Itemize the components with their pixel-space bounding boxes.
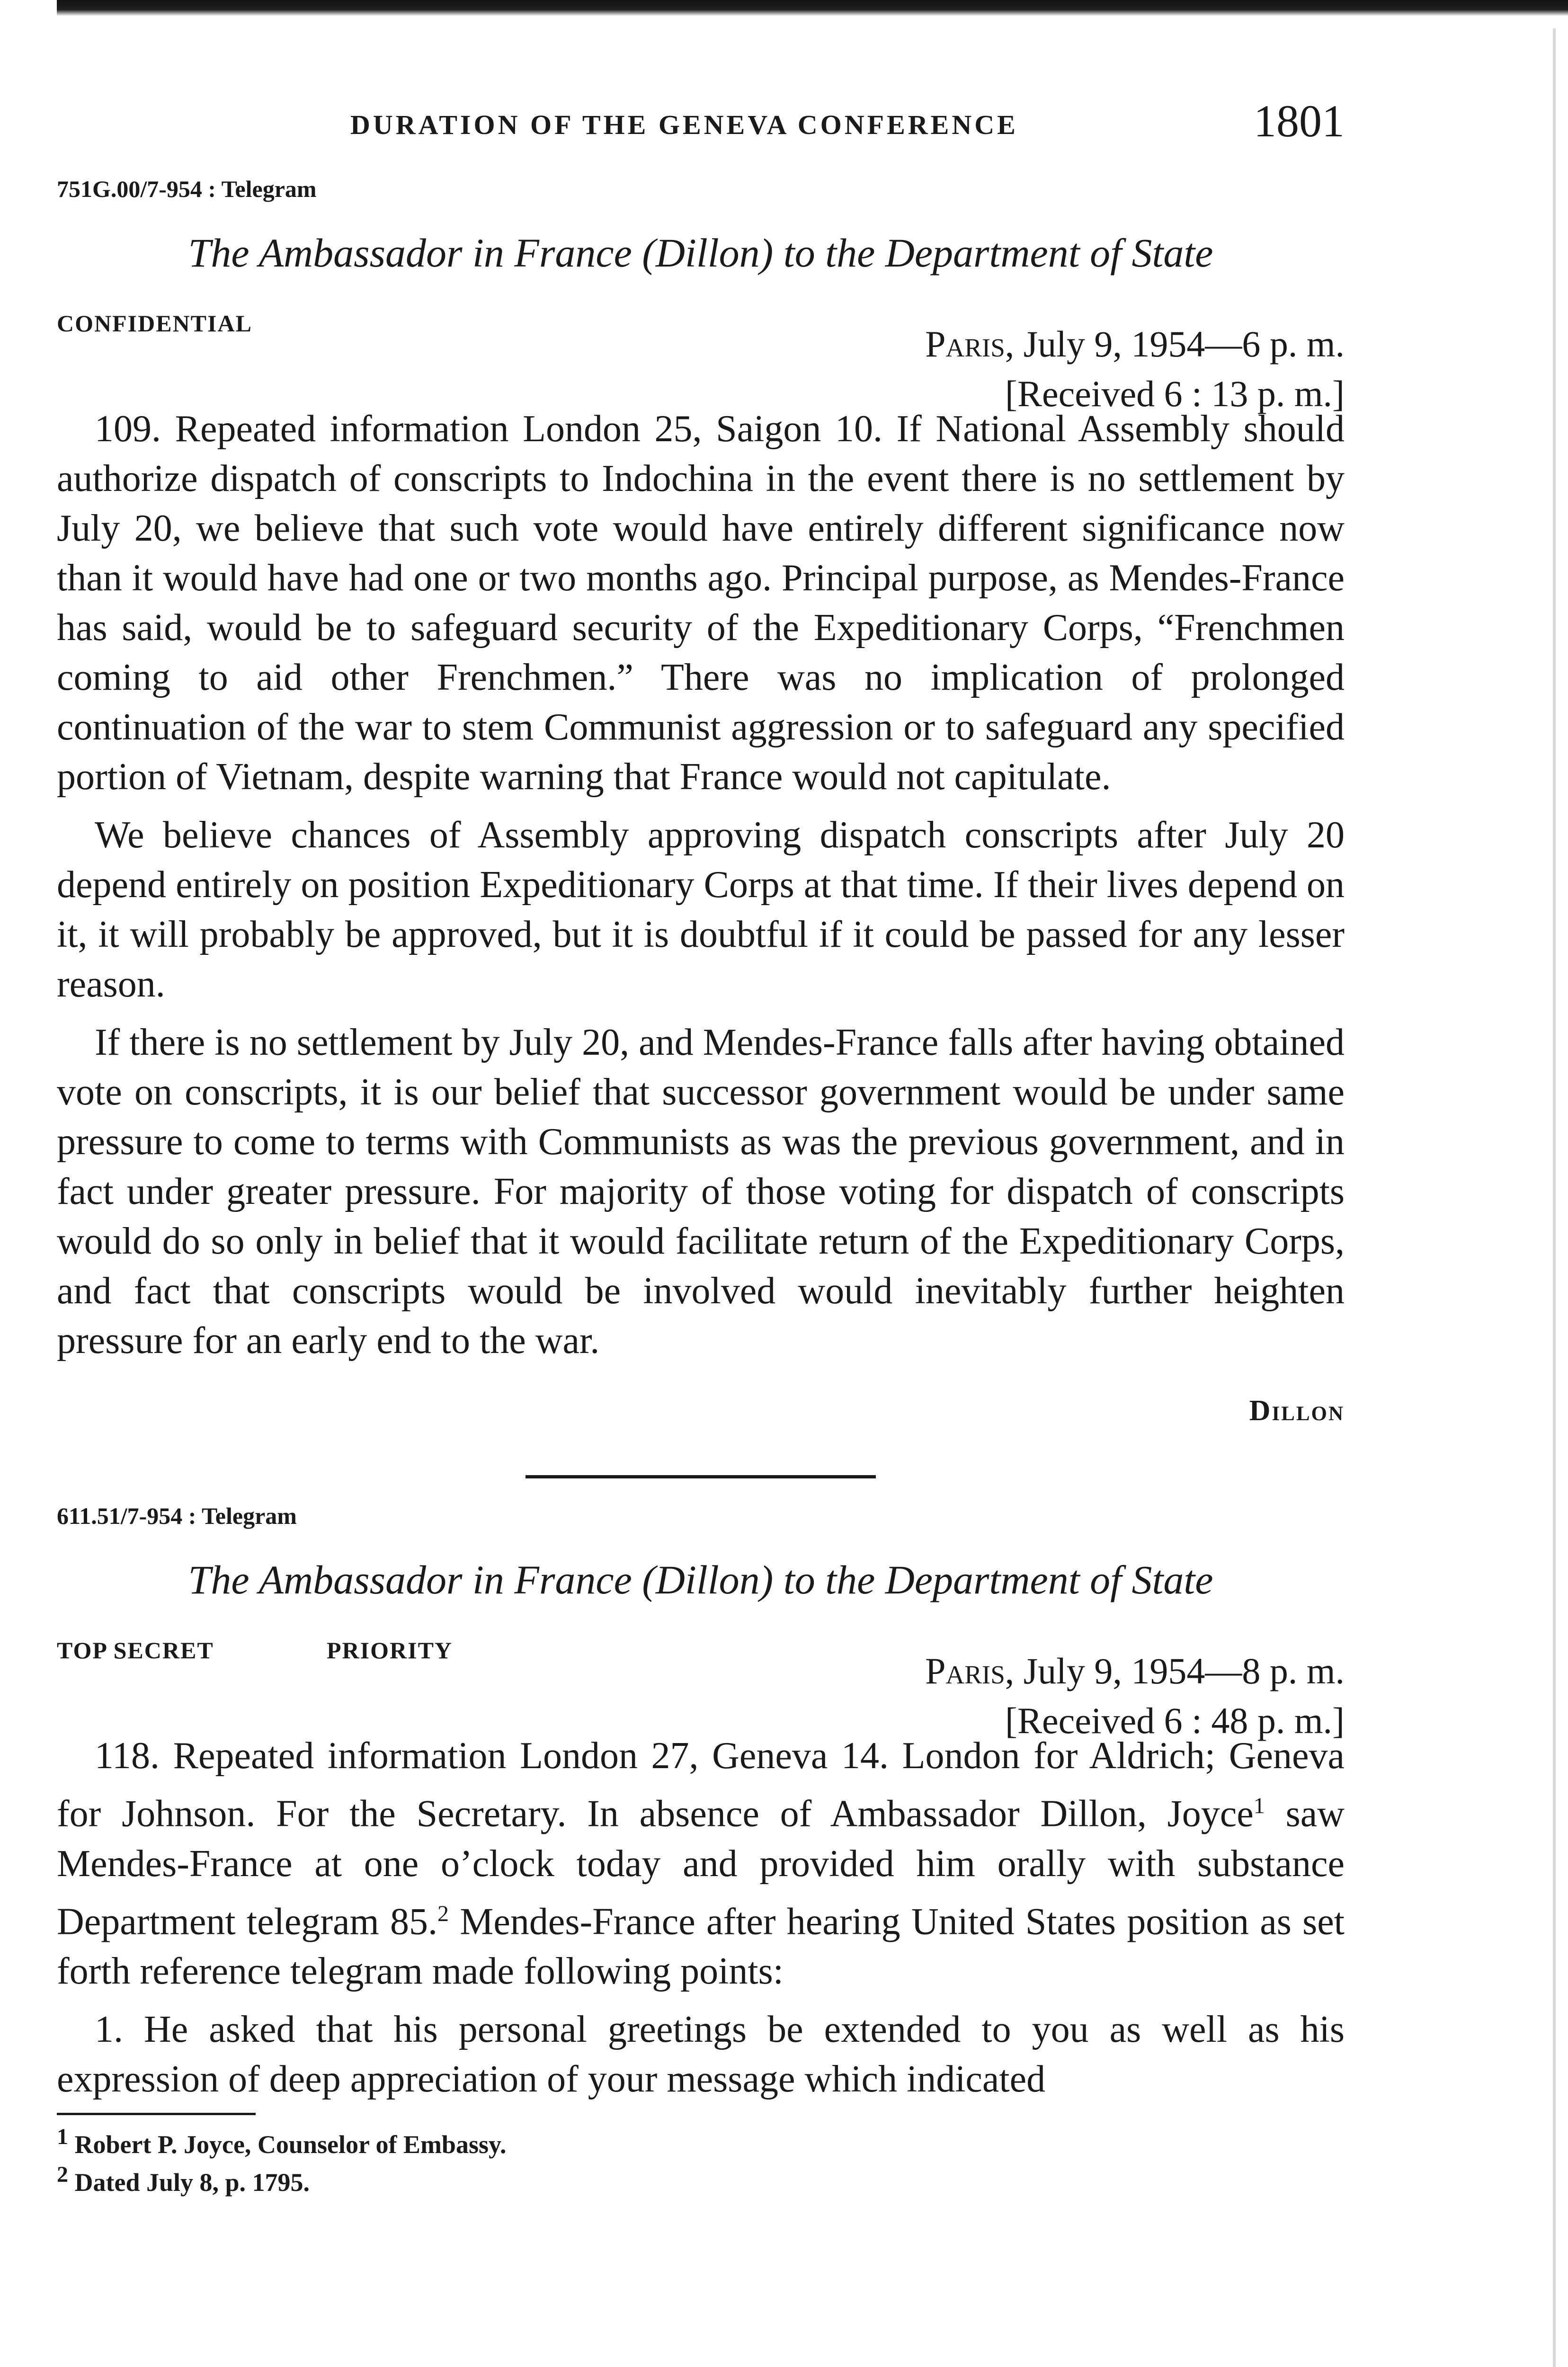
scan-top-edge — [57, 0, 1568, 16]
doc1-heading: The Ambassador in France (Dillon) to the Department of State — [188, 230, 1213, 276]
doc2-paragraph-1-a: 118. Repeated information London 27, Geneva 14. London for Aldrich; Geneva for Johnson. For the Secretary. In absence of Ambassador Dillon, Joyce — [57, 1735, 1345, 1835]
footnote-2-text: Dated July 8, p. 1795. — [74, 2168, 310, 2197]
doc1-date-time: , July 9, 1954—6 p. m. — [1005, 323, 1345, 365]
footnote-1 — [57, 2122, 1345, 2160]
doc1-place: Paris — [925, 323, 1005, 365]
doc2-paragraph-1-c: Mendes-France after hearing United States position as set forth reference telegram made following points: — [57, 1901, 1345, 1993]
doc2-place: Paris — [925, 1650, 1005, 1691]
doc1-paragraph-3: If there is no settlement by July 20, and Mendes-France falls after having obtained vote on conscripts, it is our belief that successor government would be under same pressure to come to terms with Communists as was the previous government, and in fact under greater pressure. For majority of those voting for dispatch of conscripts would do so only in belief that it would facilitate return of the Expeditionary Corps, and fact that conscripts would be involved would inevitably further heighten pressure for an early end to the war. — [57, 1022, 1345, 1361]
doc1-classification: CONFIDENTIAL — [57, 310, 252, 337]
footnote-2-mark: 2 — [57, 2162, 68, 2188]
doc2-paragraph-1-b: saw Mendes-France at one o’clock today and provided him orally with substance Department telegram 85. — [57, 1793, 1345, 1943]
footnote-1-mark: 1 — [57, 2124, 68, 2150]
doc2-received: [Received 6 : 48 p. m.] — [1005, 1700, 1345, 1741]
footnote-1-text: Robert P. Joyce, Counselor of Embassy. — [74, 2130, 507, 2159]
footnote-rule — [57, 2113, 256, 2115]
footnote-2 — [57, 2160, 1345, 2198]
running-title: DURATION OF THE GENEVA CONFERENCE — [350, 109, 1018, 140]
document-page — [57, 95, 1345, 2198]
doc2-classification: TOP SECRET — [57, 1637, 214, 1664]
scan-right-edge — [1553, 28, 1556, 2367]
doc1-received: [Received 6 : 13 p. m.] — [1005, 373, 1345, 414]
doc1-file-id: 751G.00/7-954 : Telegram — [57, 176, 317, 202]
doc2-date-time: , July 9, 1954—8 p. m. — [1005, 1650, 1345, 1691]
doc1-paragraph-2: We believe chances of Assembly approving dispatch conscripts after July 20 depend entirely on position Expeditionary Corps at that time. If their lives depend on it, it will probably be approved, but it is doubtful if it could be passed for any lesser reason. — [57, 814, 1345, 1005]
doc2-dateline — [925, 1646, 1345, 1745]
running-head — [57, 95, 1345, 156]
doc1-dateline — [925, 319, 1345, 418]
footnote-ref-2: 2 — [437, 1901, 449, 1926]
doc1-paragraph-1: 109. Repeated information London 25, Saigon 10. If National Assembly should authorize dispatch of conscripts to Indochina in the event there is no settlement by July 20, we believe that such vote would have entirely different significance now than it would have had one or two months ago. Principal purpose, as Mendes-France has said, would be to safeguard security of the Expeditionary Corps, “Frenchmen coming to aid other Frenchmen.” There was no implication of prolonged continuation of the war to stem Communist aggression or to safeguard any specified portion of Vietnam, despite warning that France would not capitulate. — [57, 408, 1345, 798]
doc1-classline — [57, 310, 1345, 414]
doc2-file-id: 611.51/7-954 : Telegram — [57, 1503, 297, 1529]
section-divider — [526, 1475, 876, 1478]
doc2-heading: The Ambassador in France (Dillon) to the Department of State — [188, 1557, 1213, 1602]
page-number: 1801 — [1254, 96, 1345, 146]
doc2-classline — [57, 1637, 1345, 1741]
footnote-ref-1: 1 — [1253, 1793, 1265, 1818]
doc2-priority: PRIORITY — [327, 1637, 453, 1664]
doc2-paragraph-1 — [57, 1731, 1345, 1996]
doc1-signature: Dillon — [1249, 1395, 1345, 1427]
doc2-paragraph-2: 1. He asked that his personal greetings be extended to you as well as his expression of deep appreciation of your message which indicated — [57, 2009, 1345, 2100]
